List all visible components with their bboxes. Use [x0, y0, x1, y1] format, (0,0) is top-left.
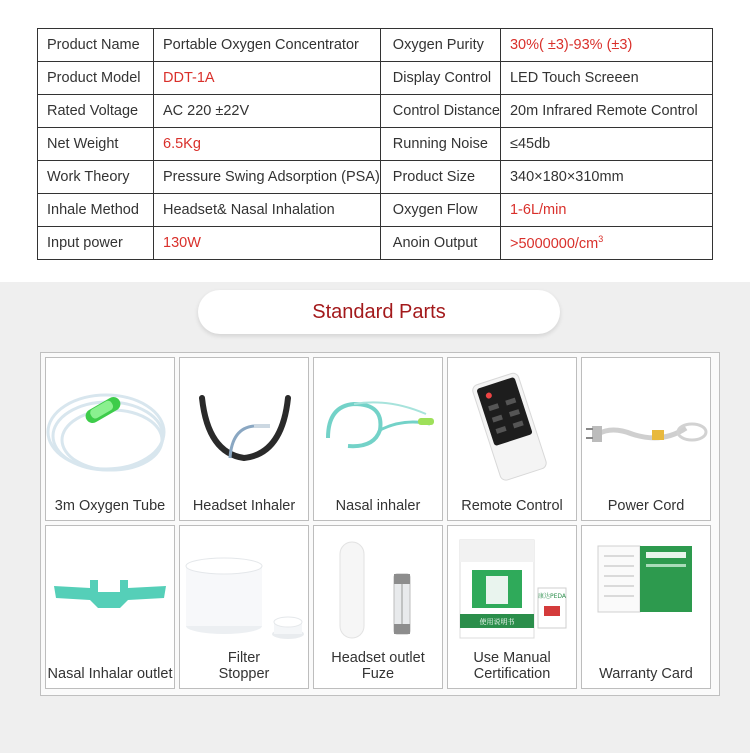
spec-value: AC 220 ±22V [154, 95, 381, 128]
spec-key: Product Size [380, 161, 500, 194]
part-label: Headset Inhaler [192, 498, 296, 514]
spec-key: Product Model [38, 62, 154, 95]
part-card [447, 357, 577, 521]
spec-key: Work Theory [38, 161, 154, 194]
spec-key: Oxygen Flow [380, 194, 500, 227]
spec-value [500, 227, 712, 260]
spec-row [38, 62, 713, 95]
filter-stopper-icon [180, 526, 308, 656]
spec-value: 20m Infrared Remote Control [500, 95, 712, 128]
part-label-line2: Certification [473, 666, 551, 682]
spec-value: Portable Oxygen Concentrator [154, 29, 381, 62]
part-label: 3m Oxygen Tube [54, 498, 166, 514]
part-label-line1: Headset outlet [331, 650, 425, 666]
warranty-card-icon [582, 526, 710, 656]
spec-section [0, 0, 750, 282]
spec-row [38, 227, 713, 260]
spec-key: Net Weight [38, 128, 154, 161]
part-label: Remote Control [461, 498, 563, 514]
part-card [581, 525, 711, 689]
headset-outlet-fuse-icon [314, 526, 442, 656]
part-label: Nasal Inhalar outlet [47, 666, 173, 682]
part-label [180, 650, 308, 682]
part-card [581, 357, 711, 521]
spec-key: Inhale Method [38, 194, 154, 227]
manual-booklet-text: 使用说明书 [479, 618, 515, 626]
part-label: Warranty Card [599, 666, 693, 682]
nasal-outlet-icon [46, 526, 174, 656]
part-label: Nasal inhaler [335, 498, 421, 514]
spec-key: Control Distance [380, 95, 500, 128]
spec-row [38, 194, 713, 227]
spec-value: LED Touch Screeen [500, 62, 712, 95]
standard-parts-grid [40, 352, 720, 696]
anion-unit-exponent: 3 [598, 234, 604, 245]
part-label-line2: Fuze [361, 666, 395, 682]
manual-brand-text: 康达PEDA [537, 593, 567, 600]
part-label: Power Cord [607, 498, 685, 514]
spec-key: Input power [38, 227, 154, 260]
spec-table [37, 28, 713, 260]
oxygen-tube-icon [46, 358, 174, 488]
part-card [179, 357, 309, 521]
anion-value: >5000000/cm [509, 235, 599, 252]
part-card [313, 525, 443, 689]
spec-key: Oxygen Purity [380, 29, 500, 62]
spec-row [38, 95, 713, 128]
spec-value: DDT-1A [154, 62, 381, 95]
manual-icon [448, 526, 576, 656]
part-label-line1: Filter [227, 650, 261, 666]
spec-key: Rated Voltage [38, 95, 154, 128]
part-label-line2: Stopper [218, 666, 270, 682]
part-card [447, 525, 577, 689]
spec-row [38, 128, 713, 161]
spec-value: Pressure Swing Adsorption (PSA) [154, 161, 381, 194]
spec-key: Running Noise [380, 128, 500, 161]
spec-key: Anoin Output [380, 227, 500, 260]
spec-row [38, 161, 713, 194]
spec-row [38, 29, 713, 62]
part-label [448, 650, 576, 682]
spec-value: Headset& Nasal Inhalation [154, 194, 381, 227]
spec-value: 30%( ±3)-93% (±3) [500, 29, 712, 62]
spec-key: Product Name [38, 29, 154, 62]
section-title: Standard Parts [198, 290, 560, 334]
part-card [313, 357, 443, 521]
part-label [314, 650, 442, 682]
nasal-inhaler-icon [314, 358, 442, 488]
spec-value: 340×180×310mm [500, 161, 712, 194]
spec-value: 6.5Kg [154, 128, 381, 161]
part-label-line1: Use Manual [473, 650, 551, 666]
part-card [45, 357, 175, 521]
headset-inhaler-icon [180, 358, 308, 488]
part-card [179, 525, 309, 689]
spec-value: 1-6L/min [500, 194, 712, 227]
spec-value: ≤45db [500, 128, 712, 161]
part-card [45, 525, 175, 689]
power-cord-icon [582, 358, 710, 488]
remote-control-icon [448, 358, 576, 488]
spec-value: 130W [154, 227, 381, 260]
spec-key: Display Control [380, 62, 500, 95]
